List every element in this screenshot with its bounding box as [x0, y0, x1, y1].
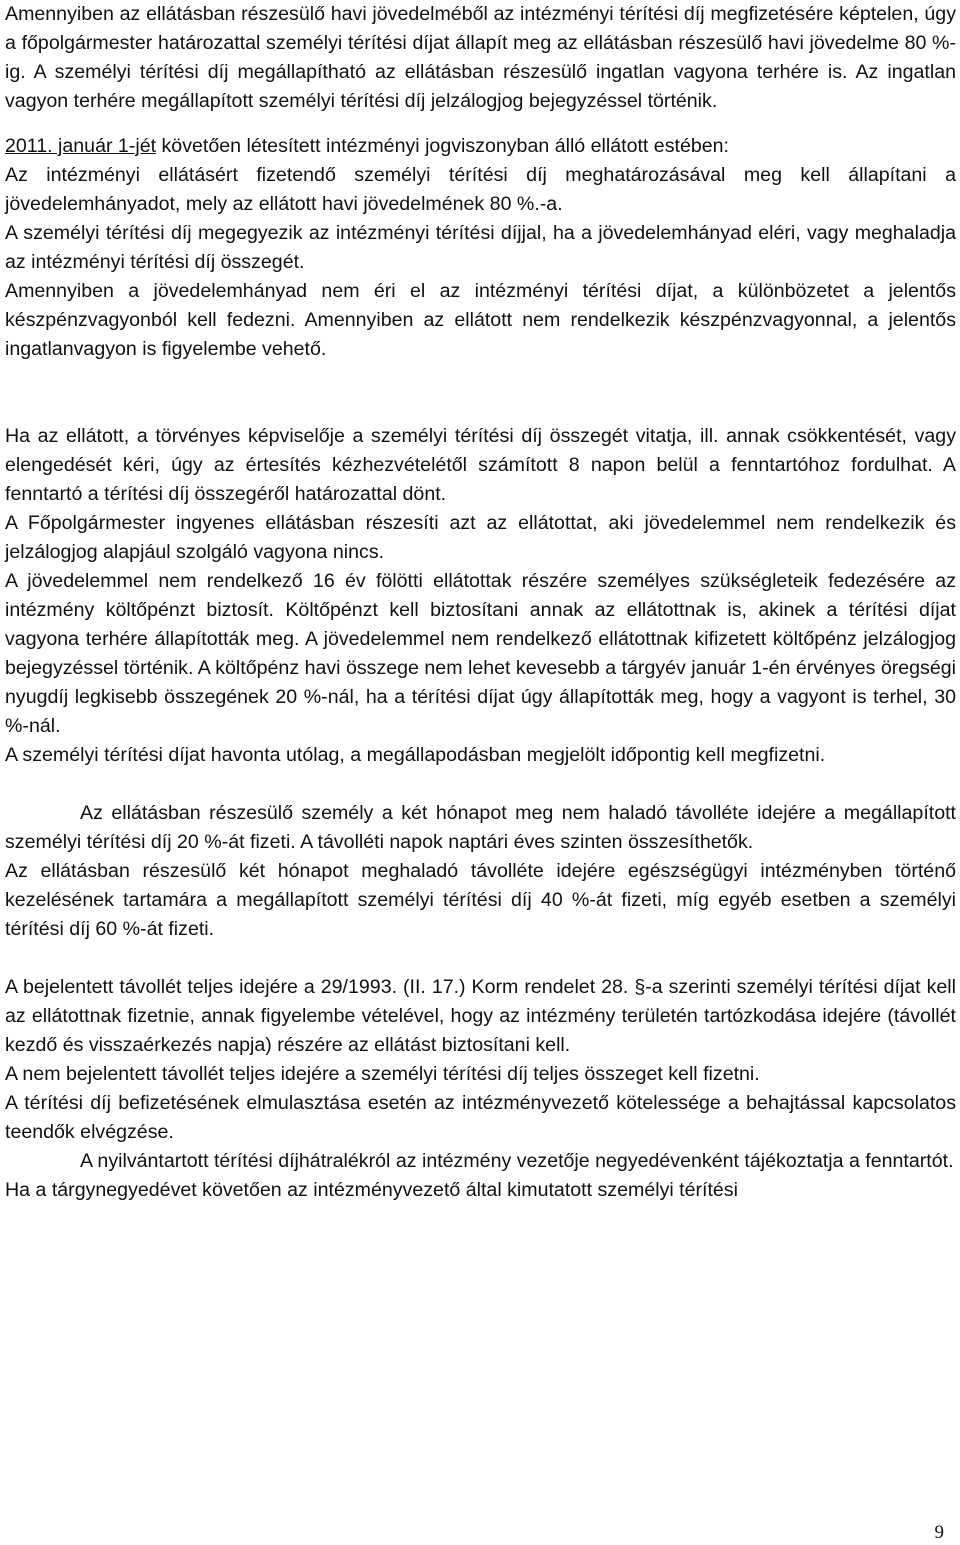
paragraph-unreported-absence: A nem bejelentett távollét teljes idejére a személyi térítési díj teljes összeget kell fizetni.	[5, 1063, 760, 1085]
paragraph-absence-short: Az ellátásban részesülő személy a két hónapot meg nem haladó távolléte idejére a megállapított személyi térítési díj 20 %-át fizeti. A távolléti napok naptári éves szinten összesíthetők.	[5, 802, 956, 853]
paragraph-quarter: Ha a tárgynegyedévet követően az intézményvezető által kimutatott személyi térítési	[5, 1179, 738, 1201]
heading-rest: követően létesített intézményi jogviszonyban álló ellátott estében:	[156, 135, 729, 157]
spacer	[5, 364, 956, 422]
paragraph-arrears-report: A nyilvántartott térítési díjhátralékról az intézmény vezetője negyedévenként tájékoztatja a fenntartót.	[80, 1150, 954, 1172]
paragraph-income-limit: Amennyiben az ellátásban részesülő havi jövedelméből az intézményi térítési díj megfizetésére képtelen, úgy a főpolgármester határozattal személyi térítési díjat állapít meg az ellátásban részesülő havi jövedelme 80 %-ig. A személyi térítési díj megállapítható az ellátásban részesülő ingatlan vagyona terhére is. Az ingatlan vagyon terhére megállapított személyi térítési díj jelzálogjog bejegyzéssel történik.	[5, 3, 956, 112]
spacer	[5, 944, 956, 973]
paragraph-dispute: Ha az ellátott, a törvényes képviselője a személyi térítési díj összegét vitatja, ill. annak csökkentését, vagy elengedését kéri, úgy az értesítés kézhezvételétől számított 8 napon belül a fenntartóhoz fordulhat. A fenntartó a térítési díj összegéről határozattal dönt.	[5, 425, 956, 505]
date-underlined: 2011. január 1-jét	[5, 135, 157, 157]
paragraph-free-care: A Főpolgármester ingyenes ellátásban részesíti azt az ellátottat, aki jövedelemmel nem rendelkezik és jelzálogjog alapjául szolgáló vagyona nincs.	[5, 512, 956, 563]
paragraph-difference: Amennyiben a jövedelemhányad nem éri el az intézményi térítési díjat, a különbözetet a jelentős készpénzvagyonból kell fedezni. Amennyiben az ellátott nem rendelkezik készpénzvagyonnal, a jelentős ingatlanvagyon is figyelembe vehető.	[5, 280, 956, 360]
paragraph-collection: A térítési díj befizetésének elmulasztása esetén az intézményvezető kötelessége a behajtással kapcsolatos teendők elvégzése.	[5, 1092, 956, 1143]
page-number: 9	[934, 1522, 944, 1543]
paragraph-2011-heading	[5, 132, 956, 161]
spacer	[5, 116, 956, 132]
paragraph-pocket-money: A jövedelemmel nem rendelkező 16 év fölötti ellátottak részére személyes szükségleteik fedezésére az intézmény költőpénzt biztosít. Költőpénzt kell biztosítani annak az ellátottnak is, akinek a térítési díjat vagyona terhére állapították meg. A jövedelemmel nem rendelkező ellátottnak kifizetett költőpénz jelzálogjog bejegyzéssel történik. A költőpénz havi összege nem lehet kevesebb a tárgyév január 1-én érvényes öregségi nyugdíj legkisebb összegének 20 %-nál, ha a térítési díjat úgy állapították meg, hogy a vagyont is terhel, 30 %-nál.	[5, 570, 956, 737]
spacer	[5, 770, 956, 799]
paragraph-reported-absence: A bejelentett távollét teljes idejére a 29/1993. (II. 17.) Korm rendelet 28. §-a szerinti személyi térítési díjat kell az ellátottnak fizetnie, annak figyelembe vételével, hogy az intézmény területén tartózkodása idejére (távollét kezdő és visszaérkezés napja) részére az ellátást biztosítani kell.	[5, 976, 956, 1056]
paragraph-absence-long: Az ellátásban részesülő két hónapot meghaladó távolléte idejére egészségügyi intézményben történő kezelésének tartamára a megállapított személyi térítési díj 40 %-át fizeti, míg egyéb esetben a személyi térítési díj 60 %-át fizeti.	[5, 860, 956, 940]
paragraph-monthly-payment: A személyi térítési díjat havonta utólag, a megállapodásban megjelölt időpontig kell megfizetni.	[5, 744, 826, 766]
paragraph-income-share: Az intézményi ellátásért fizetendő személyi térítési díj meghatározásával meg kell állapítani a jövedelemhányadot, mely az ellátott havi jövedelmének 80 %.-a.	[5, 164, 956, 215]
document-page	[5, 0, 956, 1205]
paragraph-fee-equal: A személyi térítési díj megegyezik az intézményi térítési díjjal, ha a jövedelemhányad eléri, vagy meghaladja az intézményi térítési díj összegét.	[5, 222, 956, 273]
